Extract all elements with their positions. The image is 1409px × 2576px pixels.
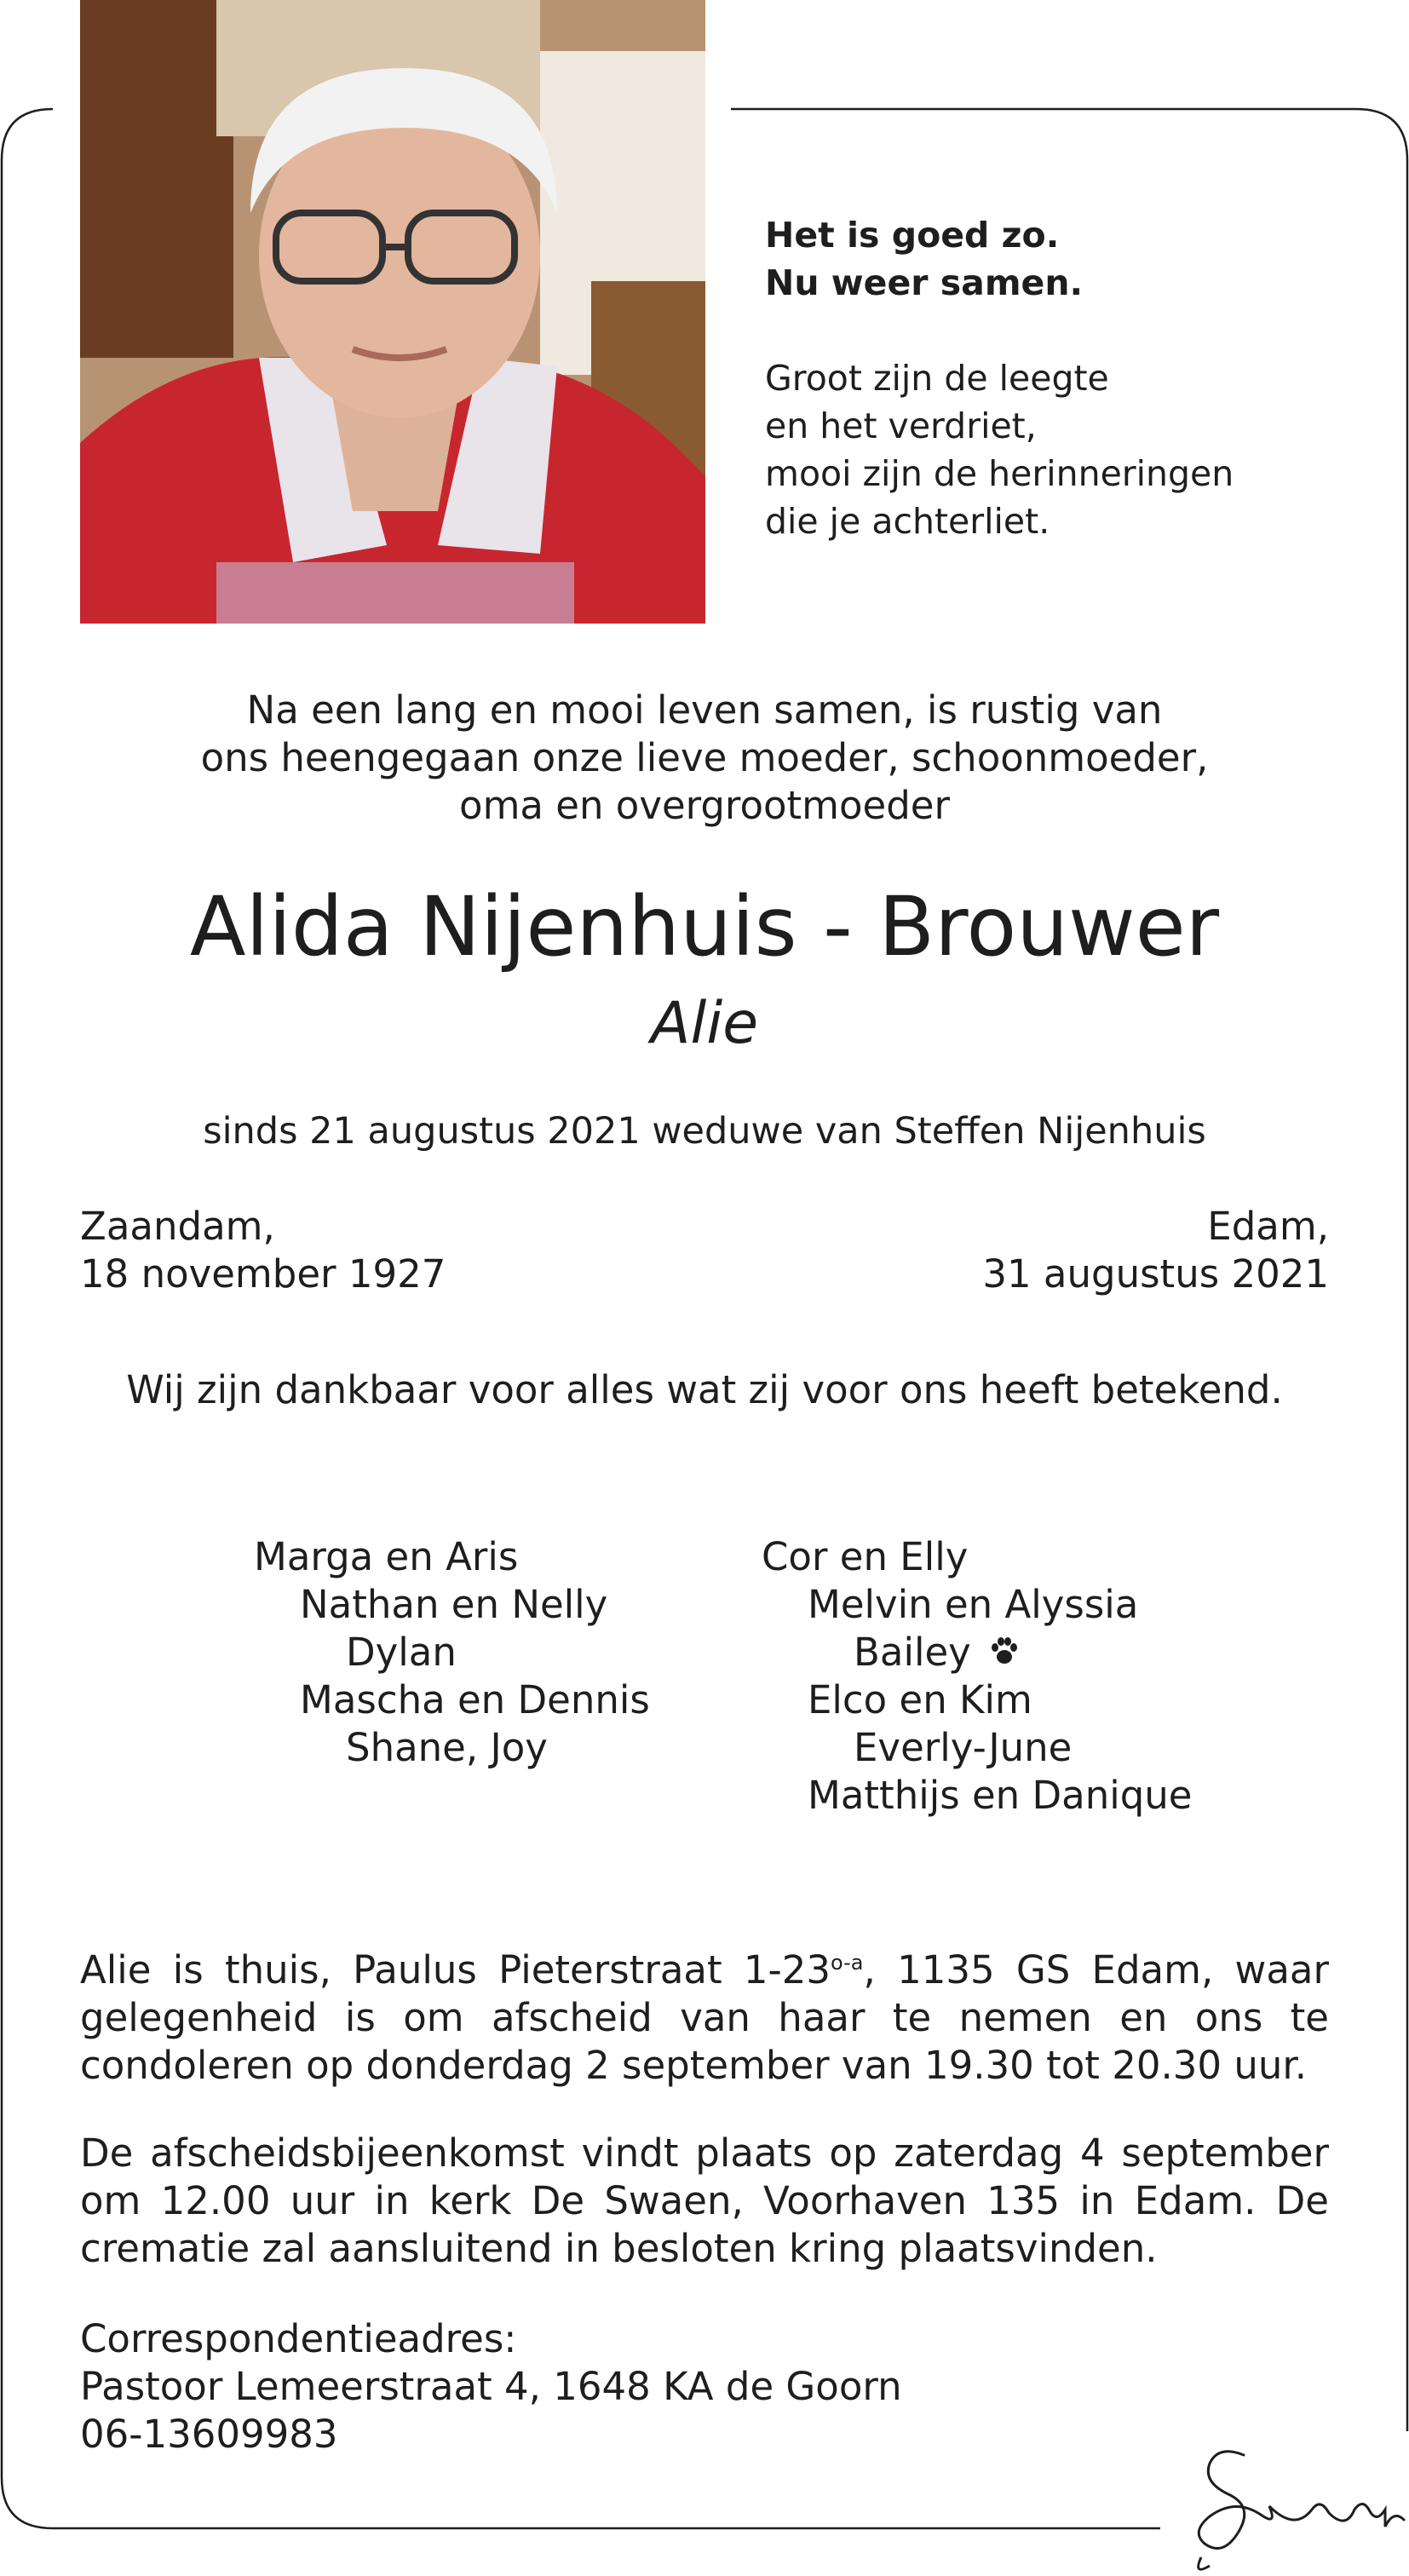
- family-member: Nathan en Nelly: [300, 1582, 608, 1627]
- family-member: Matthijs en Danique: [808, 1773, 1193, 1818]
- family-member: Everly-June: [854, 1725, 1073, 1770]
- family-member: Dylan: [346, 1630, 457, 1675]
- birth-date: 18 november 1927: [80, 1251, 446, 1297]
- correspondence-phone: 06-13609983: [80, 2412, 338, 2457]
- portrait-photo: [80, 0, 705, 624]
- paw-icon: [988, 1635, 1021, 1667]
- family-left: [254, 1533, 650, 1772]
- intro-text: [0, 687, 1409, 830]
- intro-line: ons heengegaan onze lieve moeder, schoonmoeder,: [200, 735, 1209, 780]
- motto-line-1: Het is goed zo.: [765, 215, 1060, 256]
- verse-line: en het verdriet,: [765, 405, 1037, 446]
- verse-line: Groot zijn de leegte: [765, 358, 1109, 399]
- verse-line: die je achterliet.: [765, 501, 1050, 542]
- birth-place: Zaandam,: [80, 1204, 275, 1249]
- widow-line: sinds 21 augustus 2021 weduwe van Steffen Nijenhuis: [203, 1110, 1206, 1153]
- motto-line-2: Nu weer samen.: [765, 262, 1084, 303]
- birth-info: [80, 1203, 446, 1298]
- family-member: Melvin en Alyssia: [808, 1582, 1139, 1627]
- family-member: Elco en Kim: [808, 1677, 1032, 1722]
- death-info: [982, 1203, 1329, 1298]
- intro-line: Na een lang en mooi leven samen, is rustig van: [246, 687, 1163, 733]
- family-right: [762, 1533, 1193, 1820]
- intro-line: oma en overgrootmoeder: [459, 783, 950, 828]
- family-member: Shane, Joy: [346, 1725, 548, 1770]
- family-member: Marga en Aris: [254, 1534, 519, 1579]
- viewing-text-end: , 1135 GS Edam, waar gelegenheid is om afscheid van haar te nemen en ons te condoleren op donderdag 2 september van 19.30 tot 20.30 uur.: [80, 1947, 1329, 2088]
- verse-line: mooi zijn de herinneringen: [765, 453, 1234, 494]
- motto: [765, 211, 1234, 545]
- family-member: Mascha en Dennis: [300, 1677, 650, 1722]
- viewing-text-start: Alie is thuis, Paulus Pieterstraat 1-23: [80, 1947, 831, 1992]
- correspondence-label: Correspondentieadres:: [80, 2316, 517, 2361]
- deceased-nickname: Alie: [650, 990, 759, 1057]
- family-member-pet: [762, 1629, 1193, 1676]
- sereen-signature-logo: [1184, 2438, 1409, 2576]
- ceremony-paragraph: De afscheidsbijeenkomst vindt plaats op zaterdag 4 september om 12.00 uur in kerk De Swaen, Voorhaven 135 in Edam. De crematie zal aansluitend in besloten kring plaatsvinden.: [80, 2130, 1329, 2271]
- thanks-line: Wij zijn dankbaar voor alles wat zij voor ons heeft betekend.: [126, 1367, 1283, 1412]
- deceased-name: Alida Nijenhuis - Brouwer: [189, 879, 1220, 975]
- correspondence-block: [80, 2315, 902, 2458]
- family-member: Cor en Elly: [762, 1534, 969, 1579]
- address-superscript: o-a: [831, 1951, 864, 1975]
- viewing-paragraph: [80, 1939, 1329, 2090]
- death-date: 31 augustus 2021: [982, 1251, 1329, 1297]
- pet-name: Bailey: [854, 1630, 971, 1675]
- correspondence-address: Pastoor Lemeerstraat 4, 1648 KA de Goorn: [80, 2364, 902, 2409]
- death-place: Edam,: [1207, 1204, 1329, 1249]
